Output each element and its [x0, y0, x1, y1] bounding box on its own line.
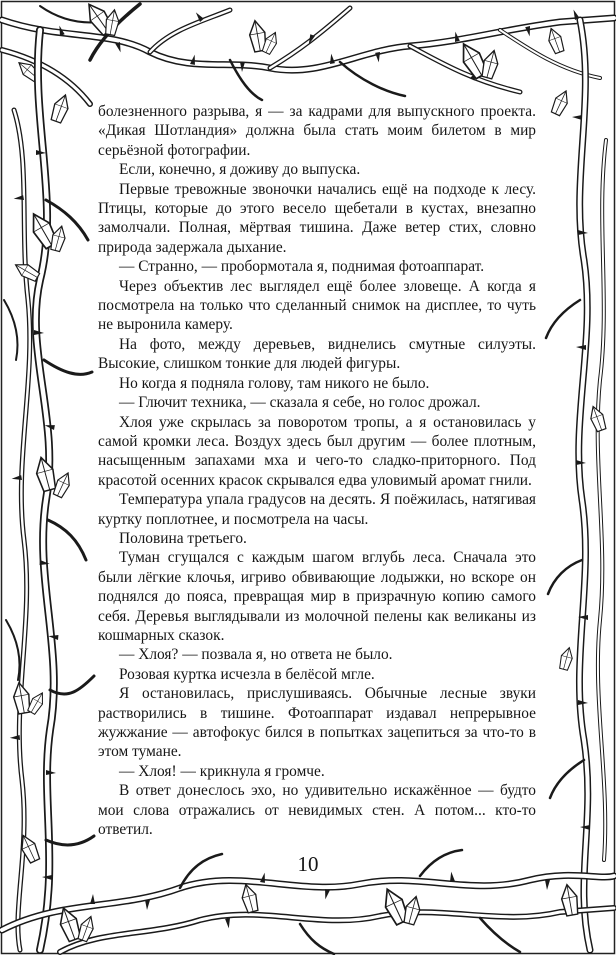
paragraph: Розовая куртка исчезла в белёсой мгле.	[119, 665, 375, 683]
paragraph: — Хлоя! — крикнула я громче.	[119, 762, 325, 780]
page-number: 10	[297, 852, 319, 876]
paragraph: На фото, между деревьев, виднелись смутные силуэты. Высокие, слишком тонкие для людей фигуры.	[98, 335, 536, 373]
paragraph: Температура упала градусов на десять. Я поёжилась, натягивая куртку поплотнее, и посмотрела на часы.	[98, 491, 536, 528]
paragraph: Хлоя уже скрылась за поворотом тропы, а я остановилась у самой кромки леса. Воздух здесь был другим — более плотным, насыщенным запахами мха и чего-то сладко-приторного. Под красотой осенних красок скрывался едва уловимый аромат гнили.	[98, 413, 536, 489]
paragraph: Я остановилась, прислушиваясь. Обычные лесные звуки растворились в тишине. Фотоаппарат издавал непрерывное жужжание — автофокус бился в попытках зацепиться за что-то в этом тумане.	[98, 685, 536, 761]
paragraph: Но когда я подняла голову, там никого не было.	[119, 374, 430, 392]
paragraph: — Глючит техника, — сказала я себе, но голос дрожал.	[119, 394, 481, 412]
page-body-text	[98, 102, 536, 839]
paragraph: — Странно, — пробормотала я, поднимая фотоаппарат.	[119, 258, 485, 276]
paragraph: — Хлоя? — позвала я, но ответа не было.	[119, 646, 393, 664]
paragraph: В ответ донеслось эхо, но удивительно искажённое — будто мои слова отражались от невидимых стен. А потом... кто-то ответил.	[98, 782, 536, 839]
paragraph: Туман сгущался с каждым шагом вглубь леса. Сначала это были лёгкие клочья, игриво обвивающие лодыжки, но вскоре он поднялся до пояса, превращая мир в призрачную копию самого себя. Деревья выглядывали из молочной пелены как великаны из кошмарных сказок.	[98, 549, 536, 644]
paragraph: Через объектив лес выглядел ещё более зловеще. А когда я посмотрела на только что сделанный снимок на дисплее, то чуть не выронила камеру.	[98, 277, 536, 334]
paragraph: Первые тревожные звоночки начались ещё на подходе к лесу. Птицы, которые до этого весело щебетали в кустах, внезапно замолчали. Полная, мёртвая тишина. Даже ветер стих, словно природа задержала дыхание.	[98, 180, 536, 256]
paragraph: Половина третьего.	[119, 529, 247, 547]
paragraph: Если, конечно, я доживу до выпуска.	[119, 161, 361, 179]
paragraph: болезненного разрыва, я — за кадрами для выпускного проекта. «Дикая Шотландия» должна была стать моим билетом в мир серьёзной фотографии.	[98, 103, 536, 159]
